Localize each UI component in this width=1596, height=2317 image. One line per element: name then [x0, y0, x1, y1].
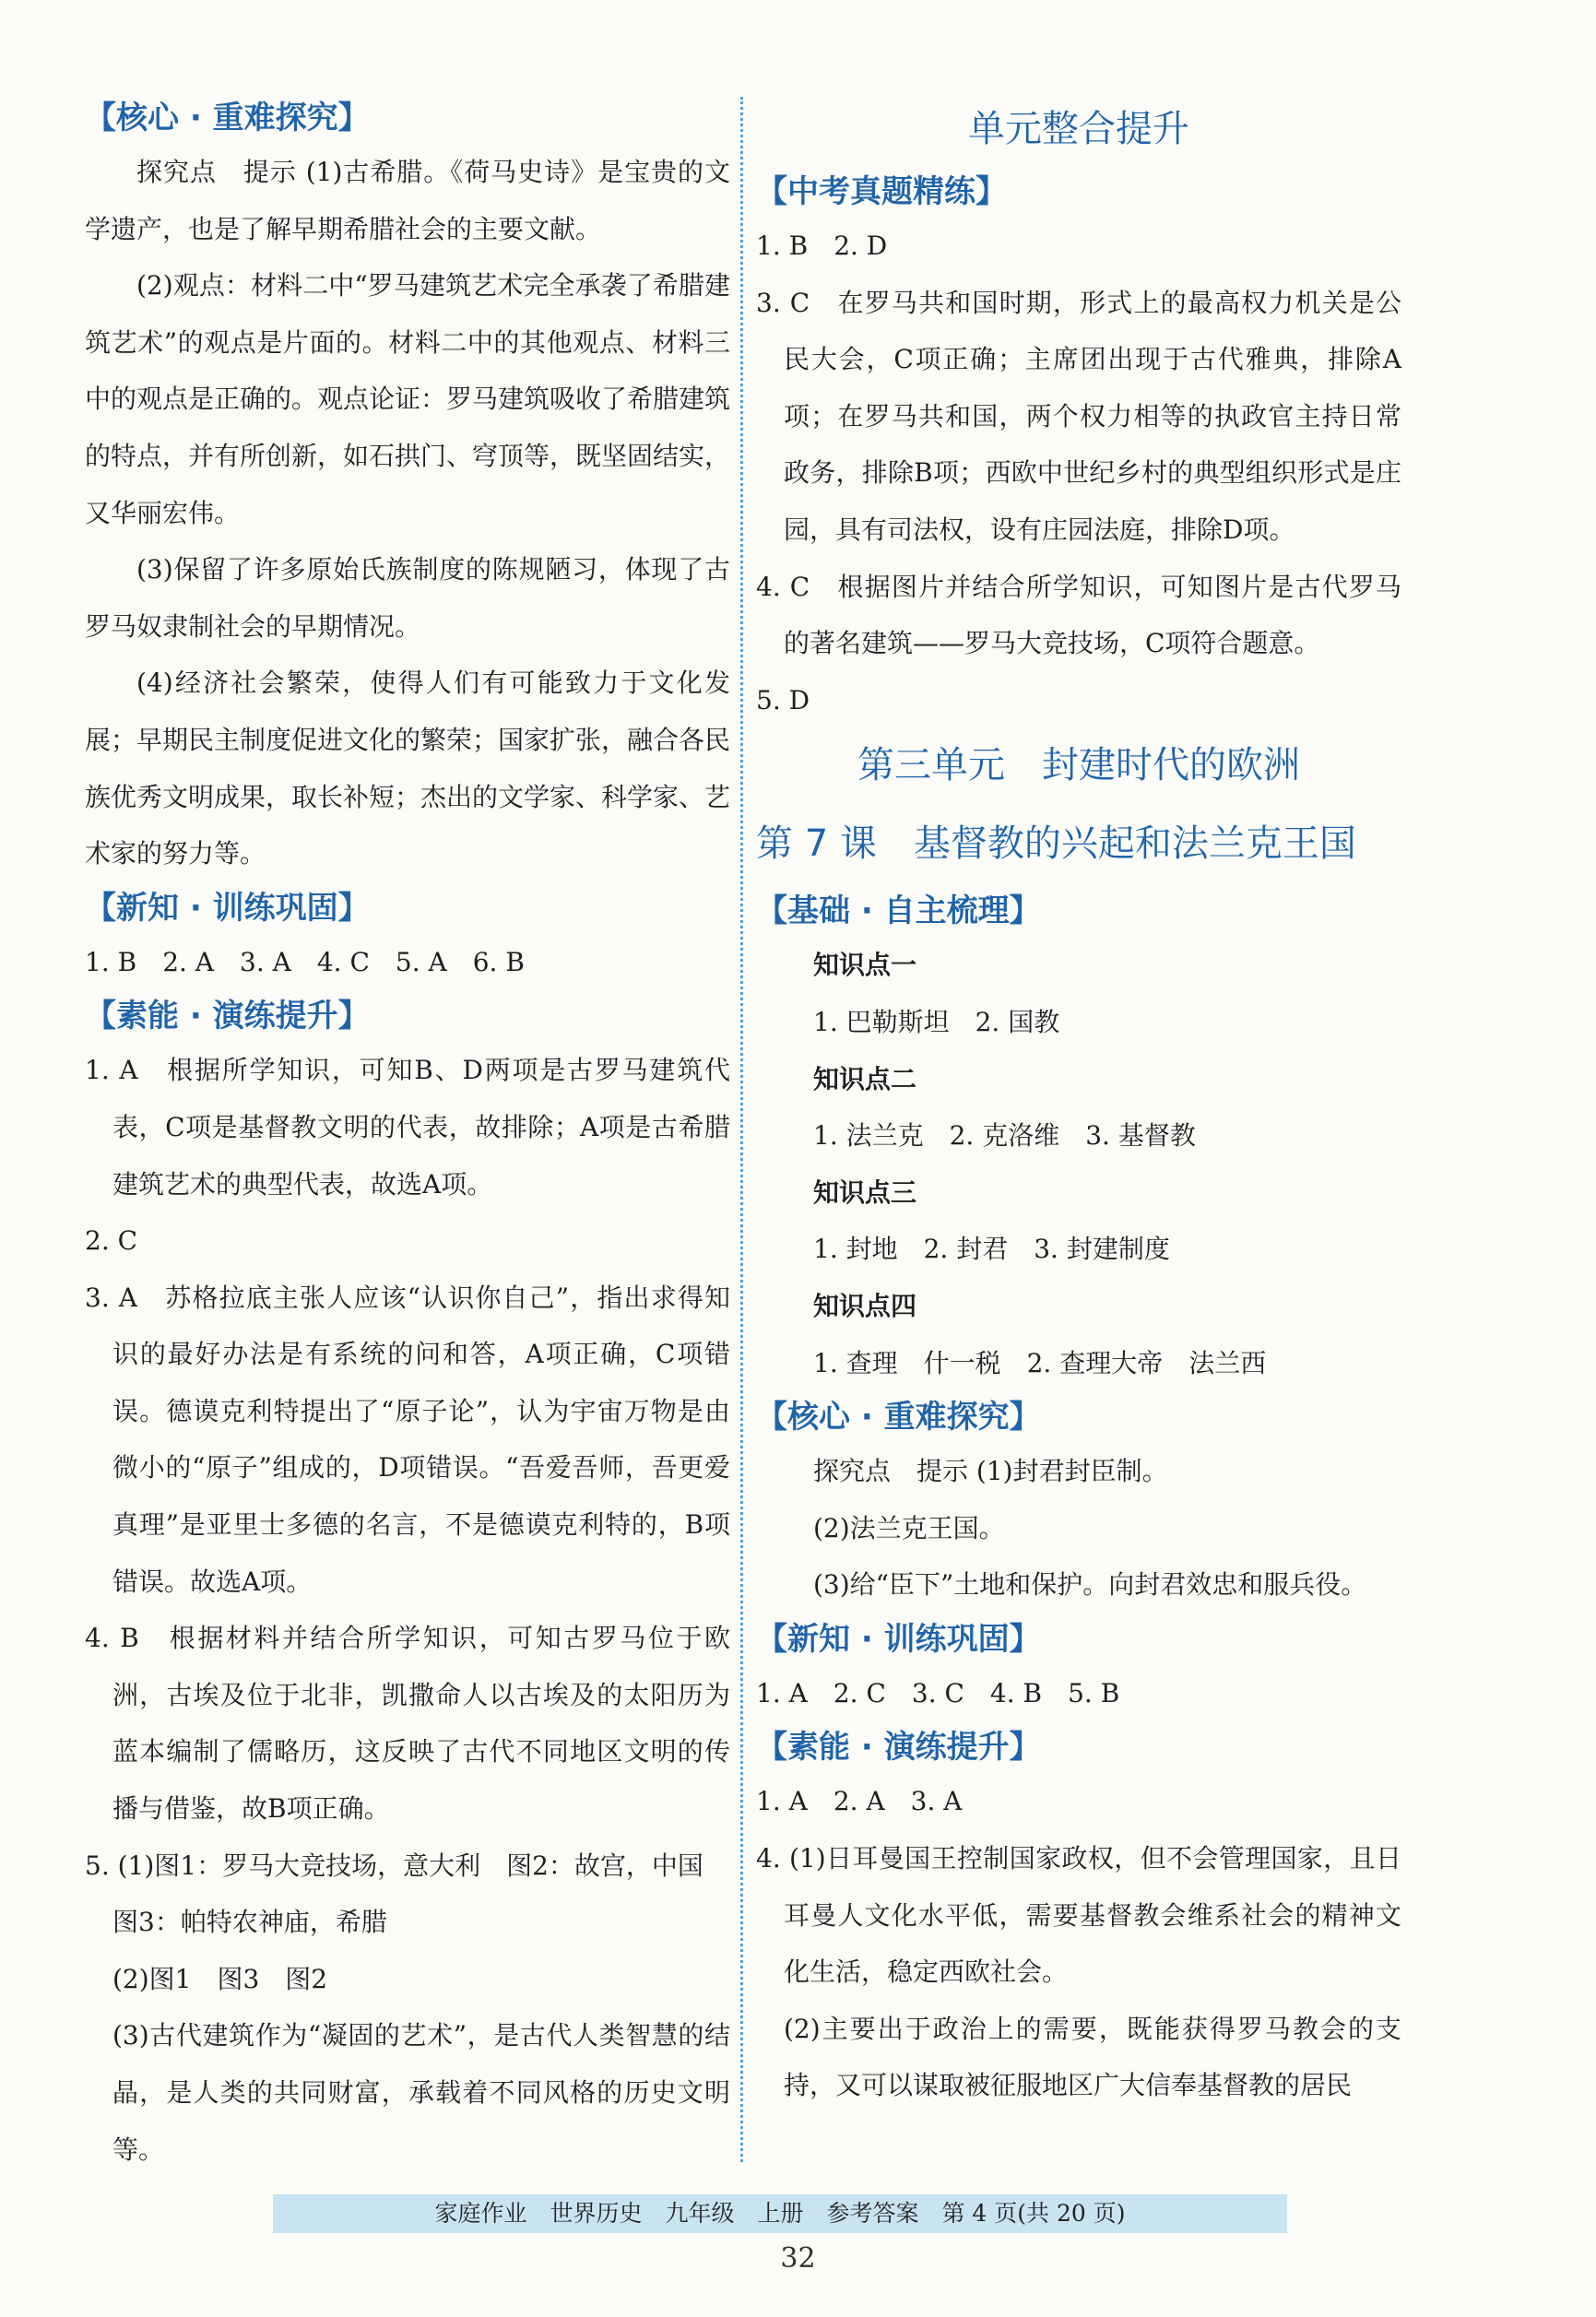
knowledge-point-1-answers: 1. 巴勒斯坦 2. 国教 — [813, 1006, 1060, 1037]
answers-new-knowledge: 1. B 2. A 3. A 4. C 5. A 6. B — [85, 946, 525, 977]
section-title-ability-right: 【素能 · 演练提升】 — [756, 1729, 1041, 1767]
section-title-new-knowledge-right: 【新知 · 训练巩固】 — [756, 1620, 1041, 1658]
section-title-basics: 【基础 · 自主梳理】 — [756, 893, 1041, 930]
section-title-exam: 【中考真题精练】 — [756, 173, 1007, 210]
explore-right-1: 探究点 提示 (1)封君封臣制。 — [813, 1456, 1168, 1487]
unit-three-title: 第三单元 封建时代的欧洲 — [857, 744, 1300, 787]
unit-review-heading: 单元整合提升 — [968, 108, 1189, 150]
explore-right-2: (2)法兰克王国。 — [813, 1512, 1005, 1543]
page-number: 32 — [780, 2242, 816, 2275]
answers-new-knowledge-right: 1. A 2. C 3. C 4. B 5. B — [756, 1677, 1120, 1708]
section-title-new-knowledge: 【新知 · 训练巩固】 — [85, 889, 370, 927]
exam-answer-q5: 5. D — [756, 684, 810, 715]
answer-q1: 1. A 根据所学知识，可知B、D两项是古罗马建筑代表，C项是基督教文明的代表，故排除；A项是古希腊建筑艺术的典型代表，故选A项。 — [85, 1055, 730, 1200]
answer-q5-part3: (3)古代建筑作为“凝固的艺术”，是古代人类智慧的结晶，是人类的共同财富，承载着不同风格的历史文明等。 — [112, 2020, 730, 2165]
left-column — [85, 92, 730, 2178]
explore-para-3: (3)保留了许多原始氏族制度的陈规陋习，体现了古罗马奴隶制社会的早期情况。 — [85, 554, 730, 642]
knowledge-point-2-answers: 1. 法兰克 2. 克洛维 3. 基督教 — [813, 1120, 1196, 1152]
answers-ability-right: 1. A 2. A 3. A — [756, 1786, 963, 1817]
answer-right-q4-part1: 4. (1)日耳曼国王控制国家政权，但不会管理国家，且日耳曼人文化水平低，需要基督教会维系社会的精神文化生活，稳定西欧社会。 — [756, 1843, 1401, 1988]
answer-q5-part2: (2)图1 图3 图2 — [112, 1963, 328, 1994]
answer-q2: 2. C — [85, 1225, 138, 1257]
explore-right-3: (3)给“臣下”土地和保护。向封君效忠和服兵役。 — [813, 1569, 1367, 1601]
column-divider — [740, 97, 743, 2162]
section-title-core: 【核心 · 重难探究】 — [85, 100, 370, 136]
section-title-ability: 【素能 · 演练提升】 — [85, 998, 370, 1035]
knowledge-point-1: 知识点一 — [813, 950, 917, 981]
answer-right-q4-part2: (2)主要出于政治上的需要，既能获得罗马教会的支持，又可以谋取被征服地区广大信奉基督教的居民 — [784, 2013, 1401, 2101]
explore-para-4: (4)经济社会繁荣，使得人们有可能致力于文化发展；早期民主制度促进文化的繁荣；国家扩张，融合各民族优秀文明成果，取长补短；杰出的文学家、科学家、艺术家的努力等。 — [85, 668, 731, 869]
lesson-seven-title: 第 7 课 基督教的兴起和法兰克王国 — [756, 822, 1356, 866]
knowledge-point-4: 知识点四 — [813, 1290, 917, 1321]
exam-answer-q3: 3. C 在罗马共和国时期，形式上的最高权力机关是公民大会，C项正确；主席团出现于古代雅典，排除A项；在罗马共和国，两个权力相等的执政官主持日常政务，排除B项；西欧中世纪乡村的典型组织形式是庄园，具有司法权，设有庄园法庭，排除D项。 — [756, 287, 1401, 545]
exam-answer-q4: 4. C 根据图片并结合所学知识，可知图片是古代罗马的著名建筑——罗马大竞技场，C项符合题意。 — [756, 571, 1401, 659]
right-column — [756, 92, 1401, 2114]
knowledge-point-3: 知识点三 — [813, 1176, 917, 1208]
exam-answers-1-2: 1. B 2. D — [756, 231, 888, 261]
answer-q3: 3. A 苏格拉底主张人应该“认识你自己”，指出求得知识的最好办法是有系统的问和答，A项正确，C项错误。德谟克利特提出了“原子论”，认为宇宙万物是由微小的“原子”组成的，D项错误。“吾爱吾师，吾更爱真理”是亚里士多德的名言，不是德谟克利特的，B项错误。故选A项。 — [85, 1282, 730, 1597]
knowledge-point-2: 知识点二 — [813, 1063, 917, 1094]
section-title-core-right: 【核心 · 重难探究】 — [756, 1399, 1041, 1436]
footer-band: 家庭作业 世界历史 九年级 上册 参考答案 第 4 页(共 20 页) — [273, 2194, 1287, 2233]
explore-para-2: (2)观点：材料二中“罗马建筑艺术完全承袭了希腊建筑艺术”的观点是片面的。材料二中的其他观点、材料三中的观点是正确的。观点论证：罗马建筑吸收了希腊建筑的特点，并有所创新，如石拱门、穹顶等，既坚固结实，又华丽宏伟。 — [85, 270, 731, 528]
answer-q4: 4. B 根据材料并结合所学知识，可知古罗马位于欧洲，古埃及位于北非，凯撒命人以古埃及的太阳历为蓝本编制了儒略历，这反映了古代不同地区文明的传播与借鉴，故B项正确。 — [85, 1623, 730, 1825]
knowledge-point-4-answers: 1. 查理 什一税 2. 查理大帝 法兰西 — [813, 1347, 1267, 1378]
answer-q5-part1b: 图3：帕特农神庙，希腊 — [112, 1907, 387, 1938]
answer-q5-part1: 5. (1)图1：罗马大竞技场，意大利 图2：故宫，中国 — [85, 1850, 703, 1881]
explore-para-1: 探究点 提示 (1)古希腊。《荷马史诗》是宝贵的文学遗产，也是了解早期希腊社会的主要文献。 — [85, 157, 730, 244]
knowledge-point-3-answers: 1. 封地 2. 封君 3. 封建制度 — [813, 1234, 1170, 1265]
